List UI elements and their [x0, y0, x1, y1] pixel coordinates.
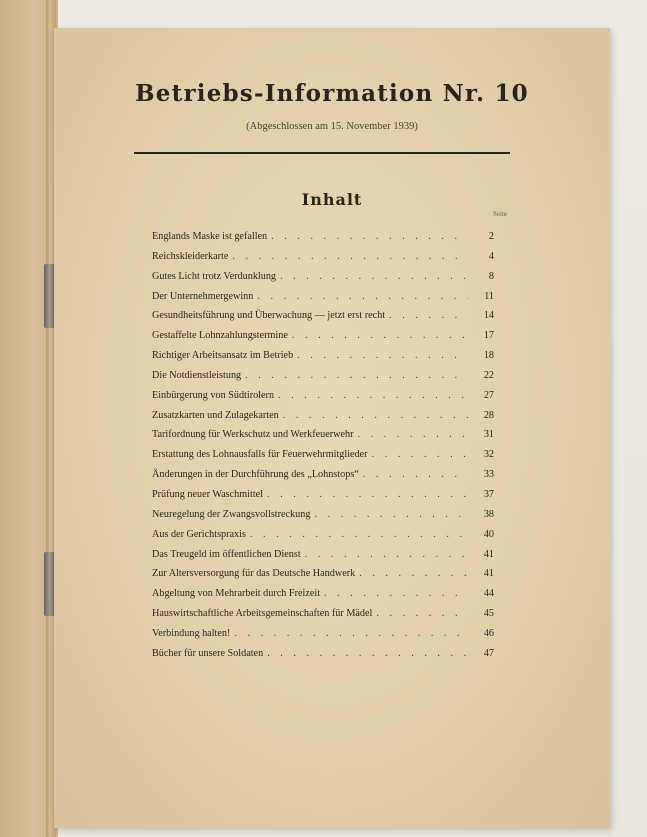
toc-leader-dots — [358, 429, 468, 440]
toc-entry — [152, 231, 494, 251]
toc-leader-dots — [324, 588, 468, 599]
toc-entry — [152, 608, 494, 628]
table-of-contents — [152, 231, 494, 668]
toc-entry — [152, 410, 494, 430]
toc-leader-dots — [257, 291, 468, 302]
document-title: Betriebs-Information Nr. 10 — [135, 80, 529, 107]
toc-leader-dots — [305, 549, 468, 560]
toc-entry-page: 4 — [488, 250, 494, 262]
toc-entry — [152, 390, 494, 410]
toc-entry-title: Reichskleiderkarte — [152, 250, 229, 262]
page-column-label: Seite — [493, 210, 507, 218]
toc-leader-dots — [232, 251, 468, 262]
toc-entry-title: Einbürgerung von Südtirolern — [152, 389, 275, 401]
toc-leader-dots — [359, 568, 468, 579]
contents-heading: Inhalt — [301, 190, 363, 209]
toc-entry — [152, 291, 494, 311]
toc-entry-page: 17 — [483, 330, 494, 342]
toc-entry-page: 32 — [483, 449, 494, 461]
toc-leader-dots — [314, 509, 468, 520]
toc-entry-page: 37 — [483, 488, 494, 500]
toc-leader-dots — [372, 449, 468, 460]
toc-entry-page: 41 — [483, 548, 494, 560]
toc-entry-page: 14 — [483, 310, 494, 322]
toc-entry — [152, 469, 494, 489]
document-subtitle: (Abgeschlossen am 15. November 1939) — [246, 121, 418, 132]
toc-entry-title: Aus der Gerichtspraxis — [152, 528, 246, 540]
toc-leader-dots — [267, 489, 468, 500]
toc-entry-page: 40 — [483, 528, 494, 540]
toc-leader-dots — [297, 350, 468, 361]
toc-entry-title: Verbindung halten! — [152, 627, 231, 639]
toc-entry-title: Zusatzkarten und Zulagekarten — [152, 409, 279, 421]
toc-entry-title: Die Notdienstleistung — [152, 369, 242, 381]
toc-entry-page: 41 — [483, 568, 494, 580]
toc-entry-page: 28 — [483, 409, 494, 421]
toc-leader-dots — [278, 390, 468, 401]
toc-entry-title: Abgeltung von Mehrarbeit durch Freizeit — [152, 588, 321, 600]
toc-entry-title: Gestaffelte Lohnzahlungstermine — [152, 330, 288, 342]
toc-entry-page: 47 — [483, 647, 494, 659]
toc-entry-page: 27 — [483, 389, 494, 401]
toc-entry-title: Bücher für unsere Soldaten — [152, 647, 264, 659]
toc-entry-title: Änderungen in der Durchführung des „Lohnstops“ — [152, 469, 359, 481]
toc-leader-dots — [389, 310, 468, 321]
toc-entry-title: Neuregelung der Zwangsvollstreckung — [152, 508, 311, 520]
toc-entry-page: 44 — [483, 588, 494, 600]
toc-entry — [152, 509, 494, 529]
toc-entry — [152, 529, 494, 549]
toc-entry-page: 11 — [484, 290, 494, 302]
toc-leader-dots — [250, 529, 468, 540]
toc-entry-title: Der Unternehmergewinn — [152, 290, 254, 302]
toc-entry-title: Zur Altersversorgung für das Deutsche Handwerk — [152, 568, 356, 580]
toc-leader-dots — [271, 231, 468, 242]
document-page — [54, 28, 610, 828]
toc-entry-title: Das Treugeld im öffentlichen Dienst — [152, 548, 301, 560]
toc-entry — [152, 310, 494, 330]
toc-leader-dots — [283, 410, 468, 421]
toc-entry-page: 38 — [483, 508, 494, 520]
toc-entry — [152, 489, 494, 509]
toc-leader-dots — [363, 469, 468, 480]
toc-entry — [152, 429, 494, 449]
toc-entry — [152, 568, 494, 588]
toc-entry-page: 45 — [483, 608, 494, 620]
toc-entry — [152, 251, 494, 271]
title-divider — [134, 152, 510, 154]
toc-entry — [152, 628, 494, 648]
toc-entry-page: 33 — [483, 469, 494, 481]
toc-leader-dots — [280, 271, 468, 282]
toc-entry — [152, 549, 494, 569]
toc-entry — [152, 350, 494, 370]
toc-entry-page: 2 — [488, 231, 494, 242]
toc-entry-title: Tarifordnung für Werkschutz und Werkfeuerwehr — [152, 429, 354, 441]
toc-entry-title: Richtiger Arbeitsansatz im Betrieb — [152, 350, 294, 362]
toc-leader-dots — [245, 370, 468, 381]
toc-entry-title: Gutes Licht trotz Verdunklung — [152, 270, 277, 282]
toc-entry — [152, 588, 494, 608]
toc-entry-page: 22 — [483, 369, 494, 381]
toc-entry — [152, 648, 494, 668]
toc-leader-dots — [376, 608, 468, 619]
toc-entry-title: Gesundheitsführung und Überwachung — jetzt erst recht — [152, 310, 386, 322]
toc-entry-page: 46 — [483, 627, 494, 639]
toc-entry-page: 31 — [483, 429, 494, 441]
toc-entry-page: 8 — [488, 270, 494, 282]
toc-leader-dots — [292, 330, 468, 341]
toc-entry-title: Hauswirtschaftliche Arbeitsgemeinschaften für Mädel — [152, 608, 373, 620]
toc-entry — [152, 370, 494, 390]
toc-entry — [152, 330, 494, 350]
toc-entry — [152, 449, 494, 469]
toc-leader-dots — [267, 648, 468, 659]
toc-entry-title: Prüfung neuer Waschmittel — [152, 488, 264, 500]
toc-entry-title: Erstattung des Lohnausfalls für Feuerwehrmitglieder — [152, 449, 368, 461]
toc-entry-title: Englands Maske ist gefallen — [152, 231, 268, 242]
toc-entry — [152, 271, 494, 291]
toc-leader-dots — [234, 628, 468, 639]
toc-entry-page: 18 — [483, 350, 494, 362]
